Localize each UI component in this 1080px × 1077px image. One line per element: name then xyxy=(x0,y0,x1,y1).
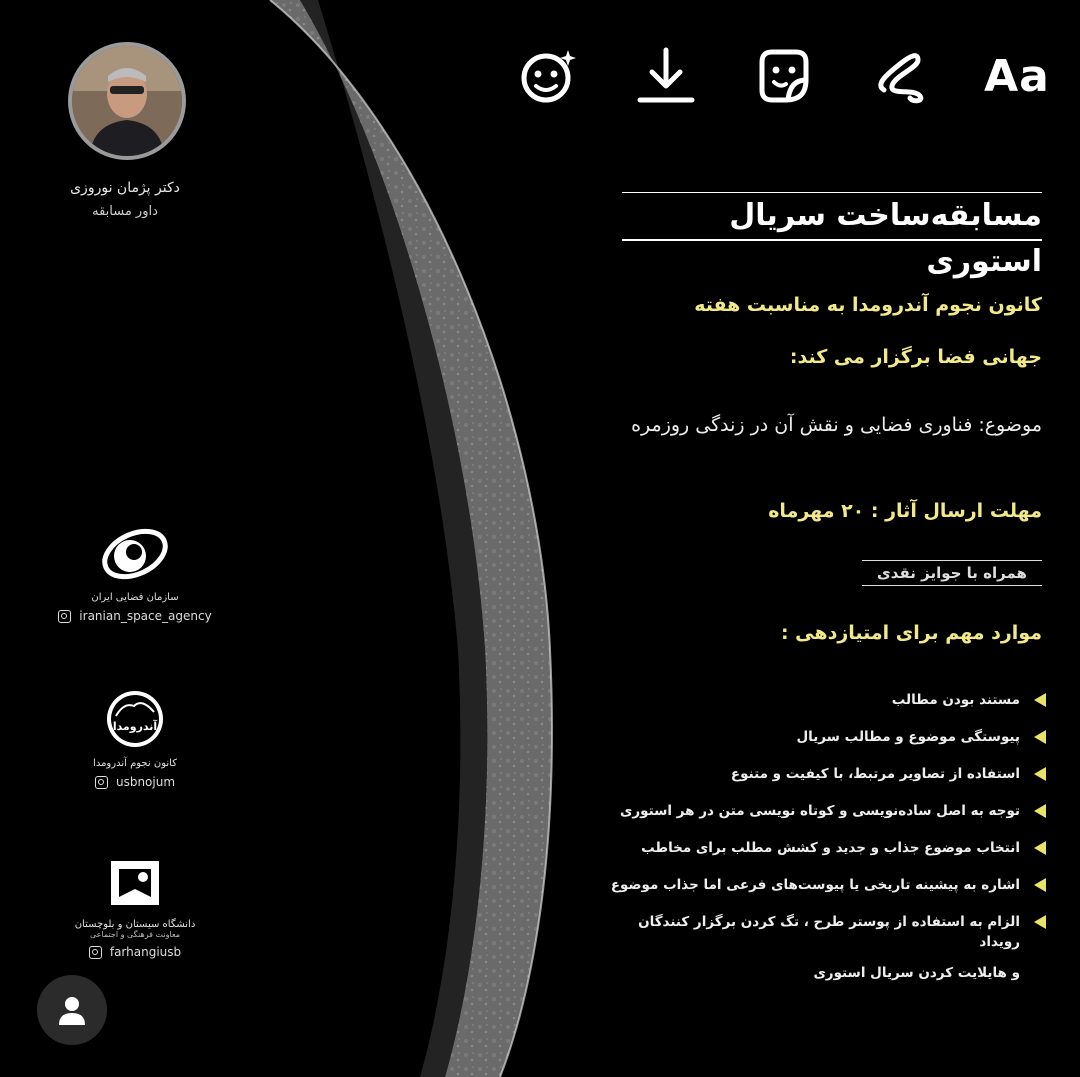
intro-line-1: کانون نجوم آندرومدا به مناسبت هفته xyxy=(694,294,1042,316)
judge-avatar xyxy=(68,42,186,160)
intro-line-2: جهانی فضا برگزار می کند: xyxy=(789,346,1042,368)
org-handle[interactable] xyxy=(40,945,230,959)
org-handle[interactable] xyxy=(40,609,230,623)
arrow-bullet-icon xyxy=(1034,693,1046,707)
org-handle[interactable] xyxy=(40,775,230,789)
post-title: مسابقه‌ساخت سریال استوری xyxy=(622,192,1042,241)
sticker-button[interactable] xyxy=(746,38,822,114)
arrow-bullet-icon xyxy=(1034,730,1046,744)
person-photo-icon xyxy=(72,46,182,156)
arrow-bullet-icon xyxy=(1034,804,1046,818)
org-subtitle: معاونت فرهنگی و اجتماعی xyxy=(89,930,181,939)
handle-text: iranian_space_agency xyxy=(79,609,212,623)
list-item: توجه به اصل ساده‌نویسی و کوتاه نویسی متن در هر استوری xyxy=(606,801,1046,821)
prize-badge: همراه با جوایز نقدی xyxy=(862,560,1042,586)
effects-button[interactable] xyxy=(510,38,586,114)
list-item: استفاده از تصاویر مرتبط، با کیفیت و متنوع xyxy=(606,764,1046,784)
topic-text: موضوع: فناوری فضایی و نقش آن در زندگی روزمره xyxy=(631,414,1042,436)
list-item: پیوستگی موضوع و مطالب سریال xyxy=(606,727,1046,747)
instagram-icon xyxy=(58,610,71,623)
org-name: دانشگاه سیستان و بلوچستان xyxy=(74,919,196,930)
org-iranian-space-agency xyxy=(40,522,230,623)
judge-role: داور مسابقه xyxy=(92,204,158,219)
download-icon xyxy=(634,44,698,108)
list-item: الزام به استفاده از پوستر طرح ، تگ کردن برگزار کنندگان رویداد xyxy=(606,912,1046,952)
org-andromeda xyxy=(40,688,230,789)
criteria-list xyxy=(606,690,1046,1000)
arrow-bullet-icon xyxy=(1034,915,1046,929)
space-agency-logo-icon xyxy=(100,522,170,584)
story-toolbar xyxy=(510,38,1055,118)
list-item-continuation: و هایلایت کردن سریال استوری xyxy=(813,965,1020,981)
person-icon xyxy=(55,993,89,1027)
list-item: انتخاب موضوع جذاب و جدید و کشش مطلب برای مخاطب xyxy=(606,838,1046,858)
list-item: مستند بودن مطالب xyxy=(606,690,1046,710)
deadline-text: مهلت ارسال آثار : ۲۰ مهرماه xyxy=(768,500,1042,522)
list-item: اشاره به پیشینه تاریخی یا پیوست‌های فرعی اما جذاب موضوع xyxy=(606,875,1046,895)
download-button[interactable] xyxy=(628,38,704,114)
instagram-icon xyxy=(95,776,108,789)
arrow-bullet-icon xyxy=(1034,767,1046,781)
arrow-bullet-icon xyxy=(1034,841,1046,855)
svg-text:آندرومدا: آندرومدا xyxy=(112,720,158,733)
text-tool-button[interactable]: Aa xyxy=(984,50,1050,102)
andromeda-logo-icon xyxy=(104,688,166,750)
org-name: سازمان فضایی ایران xyxy=(91,592,179,603)
squiggle-draw-icon xyxy=(870,44,934,108)
handle-text: usbnojum xyxy=(115,775,176,789)
instagram-icon xyxy=(89,946,102,959)
org-usb-university xyxy=(40,855,230,959)
university-logo-icon xyxy=(107,855,163,911)
sparkle-face-icon xyxy=(516,44,580,108)
draw-button[interactable] xyxy=(864,38,940,114)
scoring-title: موارد مهم برای امتیازدهی : xyxy=(780,622,1042,644)
sticker-icon xyxy=(752,44,816,108)
org-name: کانون نجوم آندرومدا xyxy=(93,758,177,769)
arrow-bullet-icon xyxy=(1034,878,1046,892)
judge-name: دکتر پژمان نوروزی xyxy=(70,180,180,196)
handle-text: farhangiusb xyxy=(109,945,182,959)
profile-button[interactable] xyxy=(37,975,107,1045)
